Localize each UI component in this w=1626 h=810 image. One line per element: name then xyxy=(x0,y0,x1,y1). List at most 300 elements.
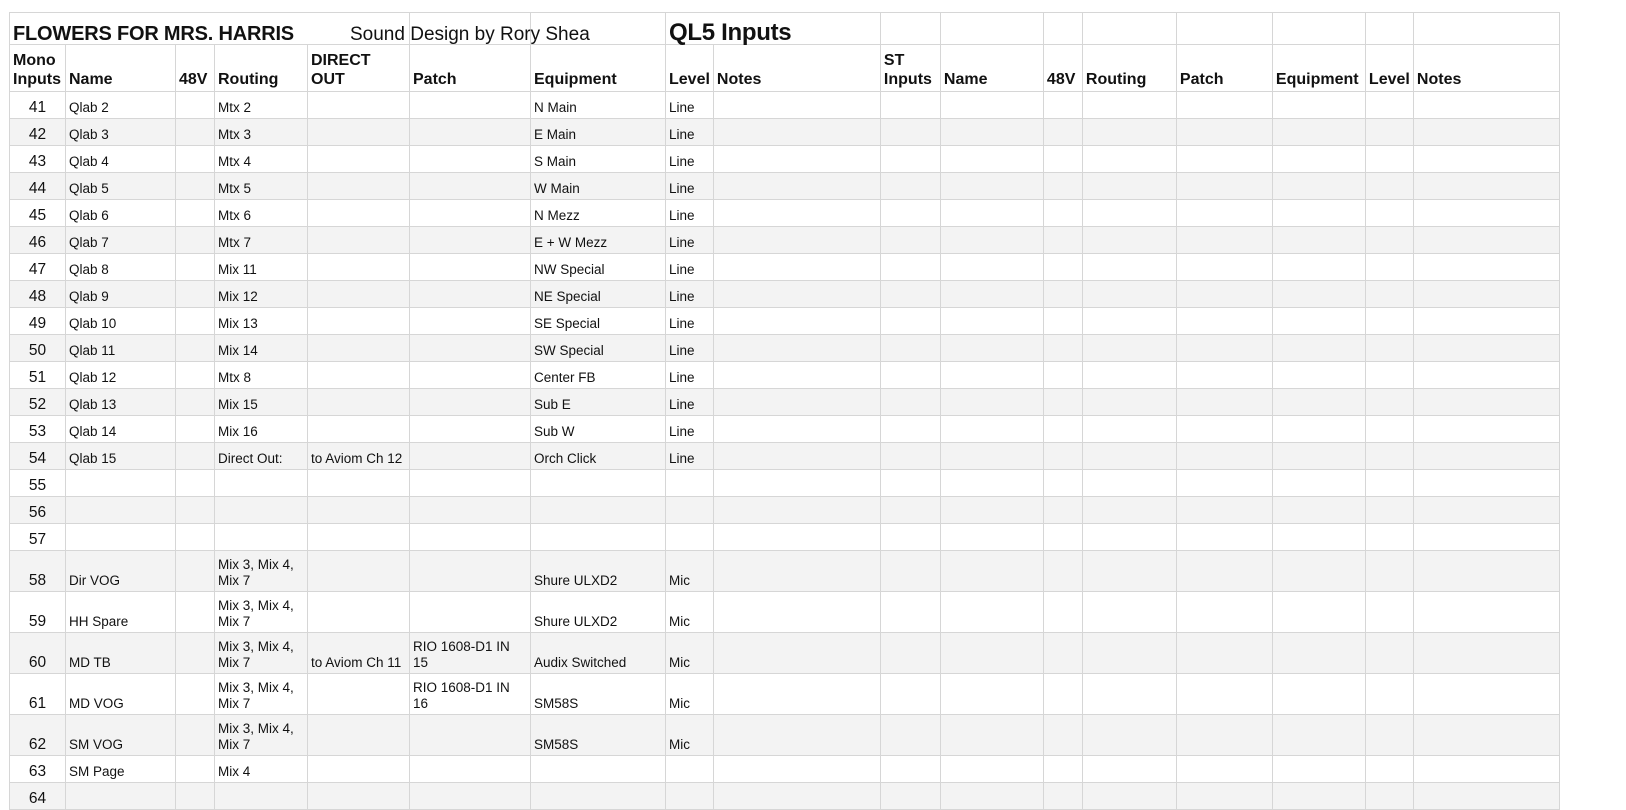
notes-cell[interactable] xyxy=(713,674,880,715)
routing-cell[interactable]: Mix 11 xyxy=(215,254,308,281)
phantom-48v-cell[interactable] xyxy=(176,335,215,362)
st-input-cell[interactable] xyxy=(880,715,940,756)
st-input-cell[interactable] xyxy=(880,173,940,200)
st-48v-cell[interactable] xyxy=(1043,592,1082,633)
level-cell[interactable]: Line xyxy=(666,335,714,362)
equipment-cell[interactable]: SM58S xyxy=(531,674,666,715)
notes-cell[interactable] xyxy=(713,119,880,146)
direct-out-cell[interactable] xyxy=(308,497,410,524)
title-blank-cell[interactable] xyxy=(1272,13,1365,45)
st-patch-cell[interactable] xyxy=(1176,281,1272,308)
console-title-cell[interactable] xyxy=(666,13,881,45)
st-routing-cell[interactable] xyxy=(1082,281,1176,308)
notes-cell[interactable] xyxy=(713,362,880,389)
st-input-cell[interactable] xyxy=(880,335,940,362)
st-input-cell[interactable] xyxy=(880,227,940,254)
equipment-cell[interactable]: W Main xyxy=(531,173,666,200)
notes-cell[interactable] xyxy=(713,389,880,416)
st-equipment-cell[interactable] xyxy=(1272,119,1365,146)
level-cell[interactable]: Line xyxy=(666,281,714,308)
st-patch-cell[interactable] xyxy=(1176,470,1272,497)
input-number-cell[interactable]: 61 xyxy=(10,674,66,715)
st-equipment-cell[interactable] xyxy=(1272,756,1365,783)
st-routing-cell[interactable] xyxy=(1082,524,1176,551)
input-number-cell[interactable]: 64 xyxy=(10,783,66,810)
routing-cell[interactable]: Mix 3, Mix 4, Mix 7 xyxy=(215,633,308,674)
equipment-cell[interactable]: Audix Switched xyxy=(531,633,666,674)
direct-out-cell[interactable] xyxy=(308,200,410,227)
st-name-cell[interactable] xyxy=(940,362,1043,389)
equipment-cell[interactable] xyxy=(531,756,666,783)
st-patch-cell[interactable] xyxy=(1176,756,1272,783)
st-routing-cell[interactable] xyxy=(1082,592,1176,633)
st-routing-cell[interactable] xyxy=(1082,362,1176,389)
input-number-cell[interactable]: 46 xyxy=(10,227,66,254)
patch-cell[interactable] xyxy=(410,756,531,783)
name-cell[interactable]: Qlab 2 xyxy=(66,92,176,119)
routing-cell[interactable] xyxy=(215,497,308,524)
level-cell[interactable] xyxy=(666,783,714,810)
st-name-cell[interactable] xyxy=(940,443,1043,470)
direct-out-cell[interactable]: to Aviom Ch 11 xyxy=(308,633,410,674)
level-cell[interactable]: Mic xyxy=(666,551,714,592)
st-48v-cell[interactable] xyxy=(1043,146,1082,173)
st-input-cell[interactable] xyxy=(880,254,940,281)
st-patch-cell[interactable] xyxy=(1176,633,1272,674)
equipment-cell[interactable]: Center FB xyxy=(531,362,666,389)
st-level-cell[interactable] xyxy=(1365,633,1413,674)
st-name-cell[interactable] xyxy=(940,200,1043,227)
title-blank-cell[interactable] xyxy=(940,13,1043,45)
input-number-cell[interactable]: 45 xyxy=(10,200,66,227)
direct-out-cell[interactable] xyxy=(308,119,410,146)
name-cell[interactable] xyxy=(66,497,176,524)
equipment-cell[interactable]: E Main xyxy=(531,119,666,146)
routing-cell[interactable]: Mix 16 xyxy=(215,416,308,443)
input-number-cell[interactable]: 52 xyxy=(10,389,66,416)
notes-cell[interactable] xyxy=(713,173,880,200)
name-cell[interactable]: Qlab 7 xyxy=(66,227,176,254)
st-48v-cell[interactable] xyxy=(1043,281,1082,308)
header-equipment[interactable]: Equipment xyxy=(531,45,666,92)
name-cell[interactable]: Qlab 11 xyxy=(66,335,176,362)
level-cell[interactable]: Line xyxy=(666,443,714,470)
routing-cell[interactable]: Mtx 8 xyxy=(215,362,308,389)
input-number-cell[interactable]: 58 xyxy=(10,551,66,592)
notes-cell[interactable] xyxy=(713,592,880,633)
routing-cell[interactable]: Mtx 4 xyxy=(215,146,308,173)
st-level-cell[interactable] xyxy=(1365,389,1413,416)
notes-cell[interactable] xyxy=(713,633,880,674)
st-input-cell[interactable] xyxy=(880,443,940,470)
patch-cell[interactable] xyxy=(410,783,531,810)
phantom-48v-cell[interactable] xyxy=(176,173,215,200)
input-number-cell[interactable]: 49 xyxy=(10,308,66,335)
st-48v-cell[interactable] xyxy=(1043,335,1082,362)
equipment-cell[interactable]: SM58S xyxy=(531,715,666,756)
st-equipment-cell[interactable] xyxy=(1272,92,1365,119)
st-level-cell[interactable] xyxy=(1365,254,1413,281)
st-equipment-cell[interactable] xyxy=(1272,715,1365,756)
st-routing-cell[interactable] xyxy=(1082,119,1176,146)
equipment-cell[interactable]: Orch Click xyxy=(531,443,666,470)
header-level[interactable]: Level xyxy=(666,45,714,92)
st-name-cell[interactable] xyxy=(940,281,1043,308)
input-number-cell[interactable]: 57 xyxy=(10,524,66,551)
st-notes-cell[interactable] xyxy=(1413,335,1559,362)
patch-cell[interactable] xyxy=(410,227,531,254)
st-patch-cell[interactable] xyxy=(1176,715,1272,756)
st-input-cell[interactable] xyxy=(880,470,940,497)
st-48v-cell[interactable] xyxy=(1043,416,1082,443)
st-equipment-cell[interactable] xyxy=(1272,497,1365,524)
name-cell[interactable]: Qlab 13 xyxy=(66,389,176,416)
st-name-cell[interactable] xyxy=(940,592,1043,633)
st-notes-cell[interactable] xyxy=(1413,715,1559,756)
st-routing-cell[interactable] xyxy=(1082,470,1176,497)
input-number-cell[interactable]: 50 xyxy=(10,335,66,362)
input-number-cell[interactable]: 63 xyxy=(10,756,66,783)
st-level-cell[interactable] xyxy=(1365,551,1413,592)
name-cell[interactable]: Qlab 14 xyxy=(66,416,176,443)
st-48v-cell[interactable] xyxy=(1043,524,1082,551)
st-48v-cell[interactable] xyxy=(1043,443,1082,470)
name-cell[interactable]: Qlab 3 xyxy=(66,119,176,146)
level-cell[interactable] xyxy=(666,470,714,497)
routing-cell[interactable]: Mix 13 xyxy=(215,308,308,335)
header-st-equipment[interactable]: Equipment xyxy=(1272,45,1365,92)
input-number-cell[interactable]: 59 xyxy=(10,592,66,633)
equipment-cell[interactable] xyxy=(531,783,666,810)
header-st-routing[interactable]: Routing xyxy=(1082,45,1176,92)
direct-out-cell[interactable] xyxy=(308,715,410,756)
phantom-48v-cell[interactable] xyxy=(176,389,215,416)
notes-cell[interactable] xyxy=(713,254,880,281)
st-equipment-cell[interactable] xyxy=(1272,227,1365,254)
st-equipment-cell[interactable] xyxy=(1272,389,1365,416)
title-blank-cell[interactable] xyxy=(1082,13,1176,45)
st-patch-cell[interactable] xyxy=(1176,200,1272,227)
level-cell[interactable]: Line xyxy=(666,173,714,200)
title-blank-cell[interactable] xyxy=(1176,13,1272,45)
patch-cell[interactable] xyxy=(410,389,531,416)
st-equipment-cell[interactable] xyxy=(1272,443,1365,470)
level-cell[interactable]: Line xyxy=(666,416,714,443)
st-level-cell[interactable] xyxy=(1365,200,1413,227)
st-equipment-cell[interactable] xyxy=(1272,362,1365,389)
phantom-48v-cell[interactable] xyxy=(176,362,215,389)
st-input-cell[interactable] xyxy=(880,146,940,173)
st-equipment-cell[interactable] xyxy=(1272,308,1365,335)
st-name-cell[interactable] xyxy=(940,254,1043,281)
level-cell[interactable]: Line xyxy=(666,119,714,146)
st-equipment-cell[interactable] xyxy=(1272,551,1365,592)
st-level-cell[interactable] xyxy=(1365,443,1413,470)
st-patch-cell[interactable] xyxy=(1176,92,1272,119)
st-level-cell[interactable] xyxy=(1365,308,1413,335)
equipment-cell[interactable]: Shure ULXD2 xyxy=(531,551,666,592)
notes-cell[interactable] xyxy=(713,335,880,362)
st-equipment-cell[interactable] xyxy=(1272,783,1365,810)
name-cell[interactable]: Qlab 5 xyxy=(66,173,176,200)
st-name-cell[interactable] xyxy=(940,551,1043,592)
routing-cell[interactable]: Mix 3, Mix 4, Mix 7 xyxy=(215,715,308,756)
level-cell[interactable] xyxy=(666,524,714,551)
st-routing-cell[interactable] xyxy=(1082,173,1176,200)
notes-cell[interactable] xyxy=(713,200,880,227)
st-patch-cell[interactable] xyxy=(1176,551,1272,592)
patch-cell[interactable] xyxy=(410,200,531,227)
st-level-cell[interactable] xyxy=(1365,715,1413,756)
st-patch-cell[interactable] xyxy=(1176,524,1272,551)
header-st-notes[interactable]: Notes xyxy=(1413,45,1559,92)
name-cell[interactable] xyxy=(66,470,176,497)
direct-out-cell[interactable] xyxy=(308,783,410,810)
st-routing-cell[interactable] xyxy=(1082,674,1176,715)
patch-cell[interactable] xyxy=(410,551,531,592)
name-cell[interactable]: SM VOG xyxy=(66,715,176,756)
st-notes-cell[interactable] xyxy=(1413,200,1559,227)
equipment-cell[interactable]: NW Special xyxy=(531,254,666,281)
st-48v-cell[interactable] xyxy=(1043,119,1082,146)
notes-cell[interactable] xyxy=(713,470,880,497)
st-patch-cell[interactable] xyxy=(1176,146,1272,173)
phantom-48v-cell[interactable] xyxy=(176,119,215,146)
st-notes-cell[interactable] xyxy=(1413,551,1559,592)
st-equipment-cell[interactable] xyxy=(1272,416,1365,443)
st-48v-cell[interactable] xyxy=(1043,551,1082,592)
equipment-cell[interactable] xyxy=(531,497,666,524)
st-equipment-cell[interactable] xyxy=(1272,633,1365,674)
routing-cell[interactable]: Direct Out: xyxy=(215,443,308,470)
routing-cell[interactable] xyxy=(215,524,308,551)
st-equipment-cell[interactable] xyxy=(1272,200,1365,227)
st-level-cell[interactable] xyxy=(1365,497,1413,524)
st-notes-cell[interactable] xyxy=(1413,497,1559,524)
patch-cell[interactable] xyxy=(410,254,531,281)
st-notes-cell[interactable] xyxy=(1413,633,1559,674)
notes-cell[interactable] xyxy=(713,551,880,592)
st-input-cell[interactable] xyxy=(880,362,940,389)
st-48v-cell[interactable] xyxy=(1043,756,1082,783)
direct-out-cell[interactable] xyxy=(308,470,410,497)
name-cell[interactable]: Qlab 8 xyxy=(66,254,176,281)
direct-out-cell[interactable] xyxy=(308,524,410,551)
st-48v-cell[interactable] xyxy=(1043,470,1082,497)
direct-out-cell[interactable] xyxy=(308,227,410,254)
st-routing-cell[interactable] xyxy=(1082,227,1176,254)
patch-cell[interactable] xyxy=(410,281,531,308)
input-number-cell[interactable]: 44 xyxy=(10,173,66,200)
direct-out-cell[interactable]: to Aviom Ch 12 xyxy=(308,443,410,470)
st-level-cell[interactable] xyxy=(1365,416,1413,443)
st-input-cell[interactable] xyxy=(880,281,940,308)
patch-cell[interactable] xyxy=(410,308,531,335)
st-patch-cell[interactable] xyxy=(1176,362,1272,389)
st-notes-cell[interactable] xyxy=(1413,783,1559,810)
patch-cell[interactable] xyxy=(410,470,531,497)
st-48v-cell[interactable] xyxy=(1043,200,1082,227)
equipment-cell[interactable]: S Main xyxy=(531,146,666,173)
phantom-48v-cell[interactable] xyxy=(176,146,215,173)
phantom-48v-cell[interactable] xyxy=(176,551,215,592)
level-cell[interactable] xyxy=(666,756,714,783)
st-input-cell[interactable] xyxy=(880,92,940,119)
st-name-cell[interactable] xyxy=(940,335,1043,362)
st-input-cell[interactable] xyxy=(880,497,940,524)
direct-out-cell[interactable] xyxy=(308,551,410,592)
st-48v-cell[interactable] xyxy=(1043,362,1082,389)
patch-cell[interactable]: RIO 1608-D1 IN 15 xyxy=(410,633,531,674)
st-patch-cell[interactable] xyxy=(1176,416,1272,443)
input-number-cell[interactable]: 42 xyxy=(10,119,66,146)
st-equipment-cell[interactable] xyxy=(1272,254,1365,281)
st-equipment-cell[interactable] xyxy=(1272,335,1365,362)
notes-cell[interactable] xyxy=(713,227,880,254)
routing-cell[interactable]: Mix 14 xyxy=(215,335,308,362)
st-level-cell[interactable] xyxy=(1365,281,1413,308)
st-equipment-cell[interactable] xyxy=(1272,281,1365,308)
st-name-cell[interactable] xyxy=(940,416,1043,443)
level-cell[interactable]: Mic xyxy=(666,715,714,756)
level-cell[interactable]: Mic xyxy=(666,592,714,633)
st-48v-cell[interactable] xyxy=(1043,227,1082,254)
routing-cell[interactable]: Mtx 2 xyxy=(215,92,308,119)
routing-cell[interactable]: Mix 3, Mix 4, Mix 7 xyxy=(215,592,308,633)
routing-cell[interactable] xyxy=(215,470,308,497)
input-number-cell[interactable]: 62 xyxy=(10,715,66,756)
st-48v-cell[interactable] xyxy=(1043,308,1082,335)
phantom-48v-cell[interactable] xyxy=(176,674,215,715)
st-name-cell[interactable] xyxy=(940,633,1043,674)
direct-out-cell[interactable] xyxy=(308,674,410,715)
routing-cell[interactable]: Mix 3, Mix 4, Mix 7 xyxy=(215,551,308,592)
notes-cell[interactable] xyxy=(713,524,880,551)
st-48v-cell[interactable] xyxy=(1043,715,1082,756)
phantom-48v-cell[interactable] xyxy=(176,200,215,227)
routing-cell[interactable]: Mix 12 xyxy=(215,281,308,308)
header-routing[interactable]: Routing xyxy=(215,45,308,92)
level-cell[interactable]: Mic xyxy=(666,674,714,715)
st-notes-cell[interactable] xyxy=(1413,674,1559,715)
st-name-cell[interactable] xyxy=(940,470,1043,497)
header-direct-out[interactable]: DIRECT OUT xyxy=(308,45,410,92)
input-number-cell[interactable]: 48 xyxy=(10,281,66,308)
name-cell[interactable]: Qlab 9 xyxy=(66,281,176,308)
phantom-48v-cell[interactable] xyxy=(176,443,215,470)
phantom-48v-cell[interactable] xyxy=(176,633,215,674)
st-name-cell[interactable] xyxy=(940,227,1043,254)
st-notes-cell[interactable] xyxy=(1413,470,1559,497)
level-cell[interactable]: Line xyxy=(666,200,714,227)
st-equipment-cell[interactable] xyxy=(1272,524,1365,551)
st-patch-cell[interactable] xyxy=(1176,119,1272,146)
name-cell[interactable]: MD TB xyxy=(66,633,176,674)
st-level-cell[interactable] xyxy=(1365,362,1413,389)
direct-out-cell[interactable] xyxy=(308,146,410,173)
patch-cell[interactable] xyxy=(410,146,531,173)
st-name-cell[interactable] xyxy=(940,524,1043,551)
st-equipment-cell[interactable] xyxy=(1272,592,1365,633)
st-routing-cell[interactable] xyxy=(1082,443,1176,470)
notes-cell[interactable] xyxy=(713,146,880,173)
st-equipment-cell[interactable] xyxy=(1272,470,1365,497)
equipment-cell[interactable]: SW Special xyxy=(531,335,666,362)
st-48v-cell[interactable] xyxy=(1043,674,1082,715)
level-cell[interactable]: Line xyxy=(666,92,714,119)
level-cell[interactable]: Line xyxy=(666,227,714,254)
st-routing-cell[interactable] xyxy=(1082,146,1176,173)
phantom-48v-cell[interactable] xyxy=(176,715,215,756)
equipment-cell[interactable]: NE Special xyxy=(531,281,666,308)
level-cell[interactable]: Line xyxy=(666,362,714,389)
st-notes-cell[interactable] xyxy=(1413,389,1559,416)
st-level-cell[interactable] xyxy=(1365,756,1413,783)
st-name-cell[interactable] xyxy=(940,674,1043,715)
st-level-cell[interactable] xyxy=(1365,119,1413,146)
equipment-cell[interactable]: Shure ULXD2 xyxy=(531,592,666,633)
header-mono-inputs[interactable]: Mono Inputs xyxy=(10,45,66,92)
input-number-cell[interactable]: 54 xyxy=(10,443,66,470)
st-input-cell[interactable] xyxy=(880,551,940,592)
st-name-cell[interactable] xyxy=(940,146,1043,173)
st-notes-cell[interactable] xyxy=(1413,416,1559,443)
st-notes-cell[interactable] xyxy=(1413,92,1559,119)
notes-cell[interactable] xyxy=(713,715,880,756)
name-cell[interactable]: Qlab 6 xyxy=(66,200,176,227)
equipment-cell[interactable] xyxy=(531,524,666,551)
st-routing-cell[interactable] xyxy=(1082,416,1176,443)
header-notes[interactable]: Notes xyxy=(713,45,880,92)
name-cell[interactable]: MD VOG xyxy=(66,674,176,715)
header-st-patch[interactable]: Patch xyxy=(1176,45,1272,92)
notes-cell[interactable] xyxy=(713,783,880,810)
title-blank-cell[interactable] xyxy=(1365,13,1413,45)
phantom-48v-cell[interactable] xyxy=(176,281,215,308)
phantom-48v-cell[interactable] xyxy=(176,470,215,497)
header-48v[interactable]: 48V xyxy=(176,45,215,92)
st-name-cell[interactable] xyxy=(940,783,1043,810)
phantom-48v-cell[interactable] xyxy=(176,783,215,810)
st-48v-cell[interactable] xyxy=(1043,173,1082,200)
st-routing-cell[interactable] xyxy=(1082,756,1176,783)
header-st-48v[interactable]: 48V xyxy=(1043,45,1082,92)
equipment-cell[interactable]: E + W Mezz xyxy=(531,227,666,254)
patch-cell[interactable] xyxy=(410,362,531,389)
name-cell[interactable]: Qlab 12 xyxy=(66,362,176,389)
notes-cell[interactable] xyxy=(713,443,880,470)
patch-cell[interactable] xyxy=(410,715,531,756)
input-number-cell[interactable]: 53 xyxy=(10,416,66,443)
st-routing-cell[interactable] xyxy=(1082,254,1176,281)
notes-cell[interactable] xyxy=(713,92,880,119)
st-level-cell[interactable] xyxy=(1365,335,1413,362)
st-name-cell[interactable] xyxy=(940,756,1043,783)
st-routing-cell[interactable] xyxy=(1082,551,1176,592)
patch-cell[interactable] xyxy=(410,592,531,633)
st-notes-cell[interactable] xyxy=(1413,308,1559,335)
direct-out-cell[interactable] xyxy=(308,335,410,362)
st-routing-cell[interactable] xyxy=(1082,715,1176,756)
phantom-48v-cell[interactable] xyxy=(176,254,215,281)
level-cell[interactable]: Line xyxy=(666,254,714,281)
st-equipment-cell[interactable] xyxy=(1272,146,1365,173)
name-cell[interactable] xyxy=(66,783,176,810)
st-patch-cell[interactable] xyxy=(1176,335,1272,362)
st-patch-cell[interactable] xyxy=(1176,254,1272,281)
st-48v-cell[interactable] xyxy=(1043,497,1082,524)
st-level-cell[interactable] xyxy=(1365,92,1413,119)
